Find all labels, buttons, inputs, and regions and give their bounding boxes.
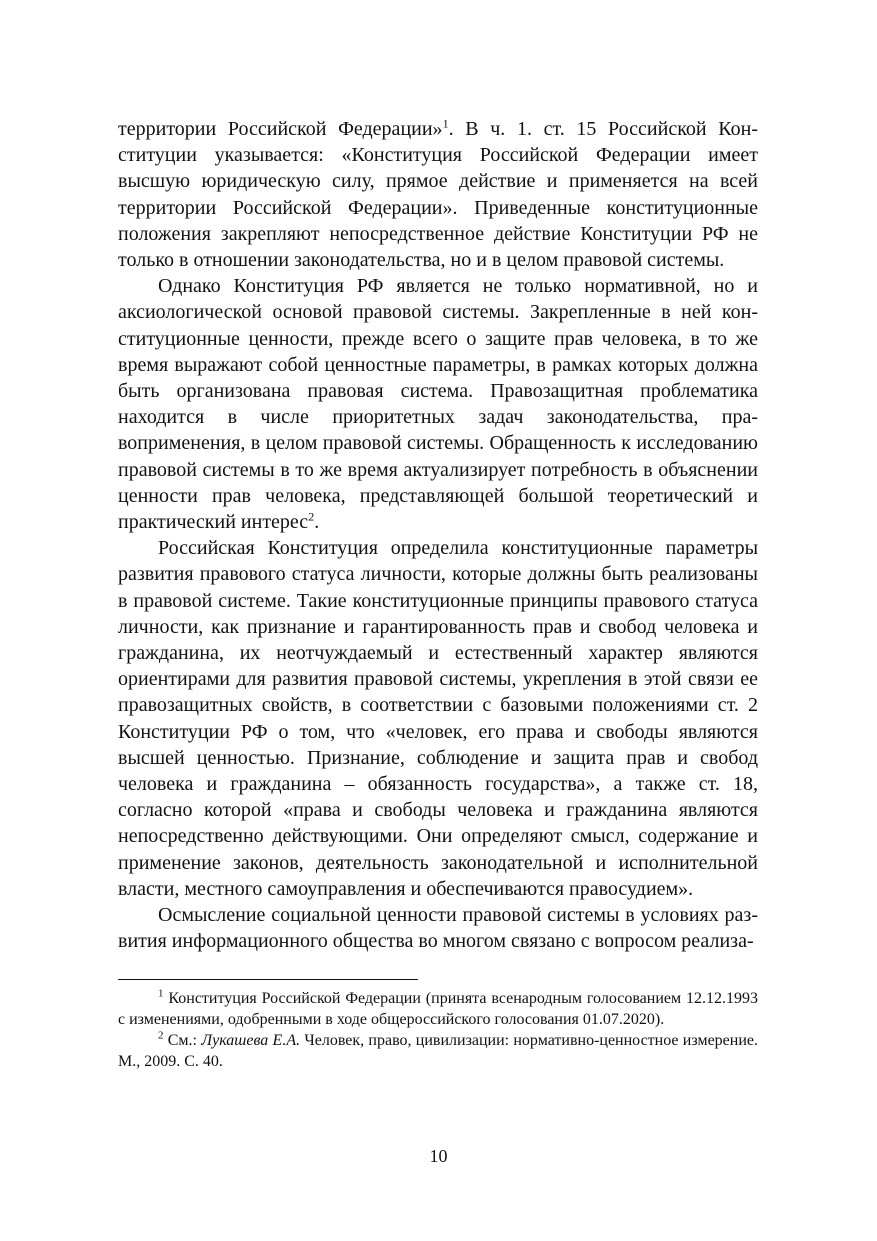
footnote-2-prefix: См.: bbox=[163, 1032, 202, 1049]
footnote-1-text: Конституция Российской Федерации (принята всенародным голосованием 12.12.1993 с изменениями, одобренными в ходе общероссийского голосования 01.07.2020). bbox=[118, 990, 758, 1028]
footnote-2-text: Человек, право, цивилизации: нормативно-ценностное измерение. М., 2009. С. 40. bbox=[118, 1032, 758, 1070]
footnotes bbox=[118, 988, 758, 1072]
footnote-2-marker: 2 bbox=[158, 1029, 164, 1042]
paragraph-2 bbox=[118, 273, 758, 535]
paragraph-3: Российская Конституция определила конституционные параметры развития правового статуса личности, которые должны быть реализованы в правовой системе. Такие конституционные принципы правового статуса личности, как признание и гарантированность прав и свобод человека и гражданина, их неотчуждаемый и естественный характер являются ориентирами для развития правовой системы, укрепления в этой связи ее правозащитных свойств, в соответствии с базовыми положениями ст. 2 Конституции РФ о том, что «человек, его права и свободы являются высшей ценностью. Признание, соблюдение и защита прав и свобод человека и гражданина – обязанность государства», а также ст. 18, согласно которой «права и свободы человека и гражданина являются непосредственно действующими. Они определяют смысл, содержание и применение законов, деятельность законодательной и исполнительной власти, местного самоуправления и обеспечиваются правосудием». bbox=[118, 537, 758, 900]
footnote-separator bbox=[118, 979, 418, 980]
footnote-2 bbox=[118, 1030, 758, 1072]
footnote-2-author: Лукашева Е.А. bbox=[201, 1032, 301, 1049]
footnote-ref-2[interactable]: 2 bbox=[308, 509, 315, 524]
paragraph-1 bbox=[118, 116, 758, 273]
footnote-ref-1[interactable]: 1 bbox=[442, 116, 449, 131]
page-number: 10 bbox=[429, 1146, 448, 1166]
footnote-1-marker: 1 bbox=[158, 987, 164, 1000]
paragraph-4: Осмысление социальной ценности правовой системы в условиях развития информационного общества во многом связано с вопросом реализа- bbox=[118, 904, 758, 953]
paragraph-1-text-b: . В ч. 1. ст. 15 Российской Конституции указывается: «Конституция Российской Федерации имеет высшую юридическую силу, прямое действие и применяется на всей территории Российской Федерации». Приведенные конституционные положения закрепляют непосредственное действие Конституции РФ не только в отношении законодательства, но и в целом правовой системы. bbox=[118, 118, 758, 272]
paragraph-2-text-b: . bbox=[314, 511, 320, 534]
footnote-1 bbox=[118, 988, 758, 1030]
paragraph-2-text-a: Однако Конституция РФ является не только нормативной, но и аксиологической основой правовой системы. Закрепленные в ней конституционные ценности, прежде всего о защите прав человека, в то же время выражают собой ценностные параметры, в рамках которых должна быть организована правовая система. Правозащитная проблематика находится в числе приоритетных задач законодательства, правоприменения, в целом правовой системы. Обращенность к исследованию правовой системы в то же время актуализирует потребность в объяснении ценности прав человека, представляющей большой теоретический и практический интерес bbox=[118, 275, 758, 534]
paragraph-1-text-a: территории Российской Федерации» bbox=[118, 118, 443, 140]
main-text bbox=[118, 116, 758, 955]
